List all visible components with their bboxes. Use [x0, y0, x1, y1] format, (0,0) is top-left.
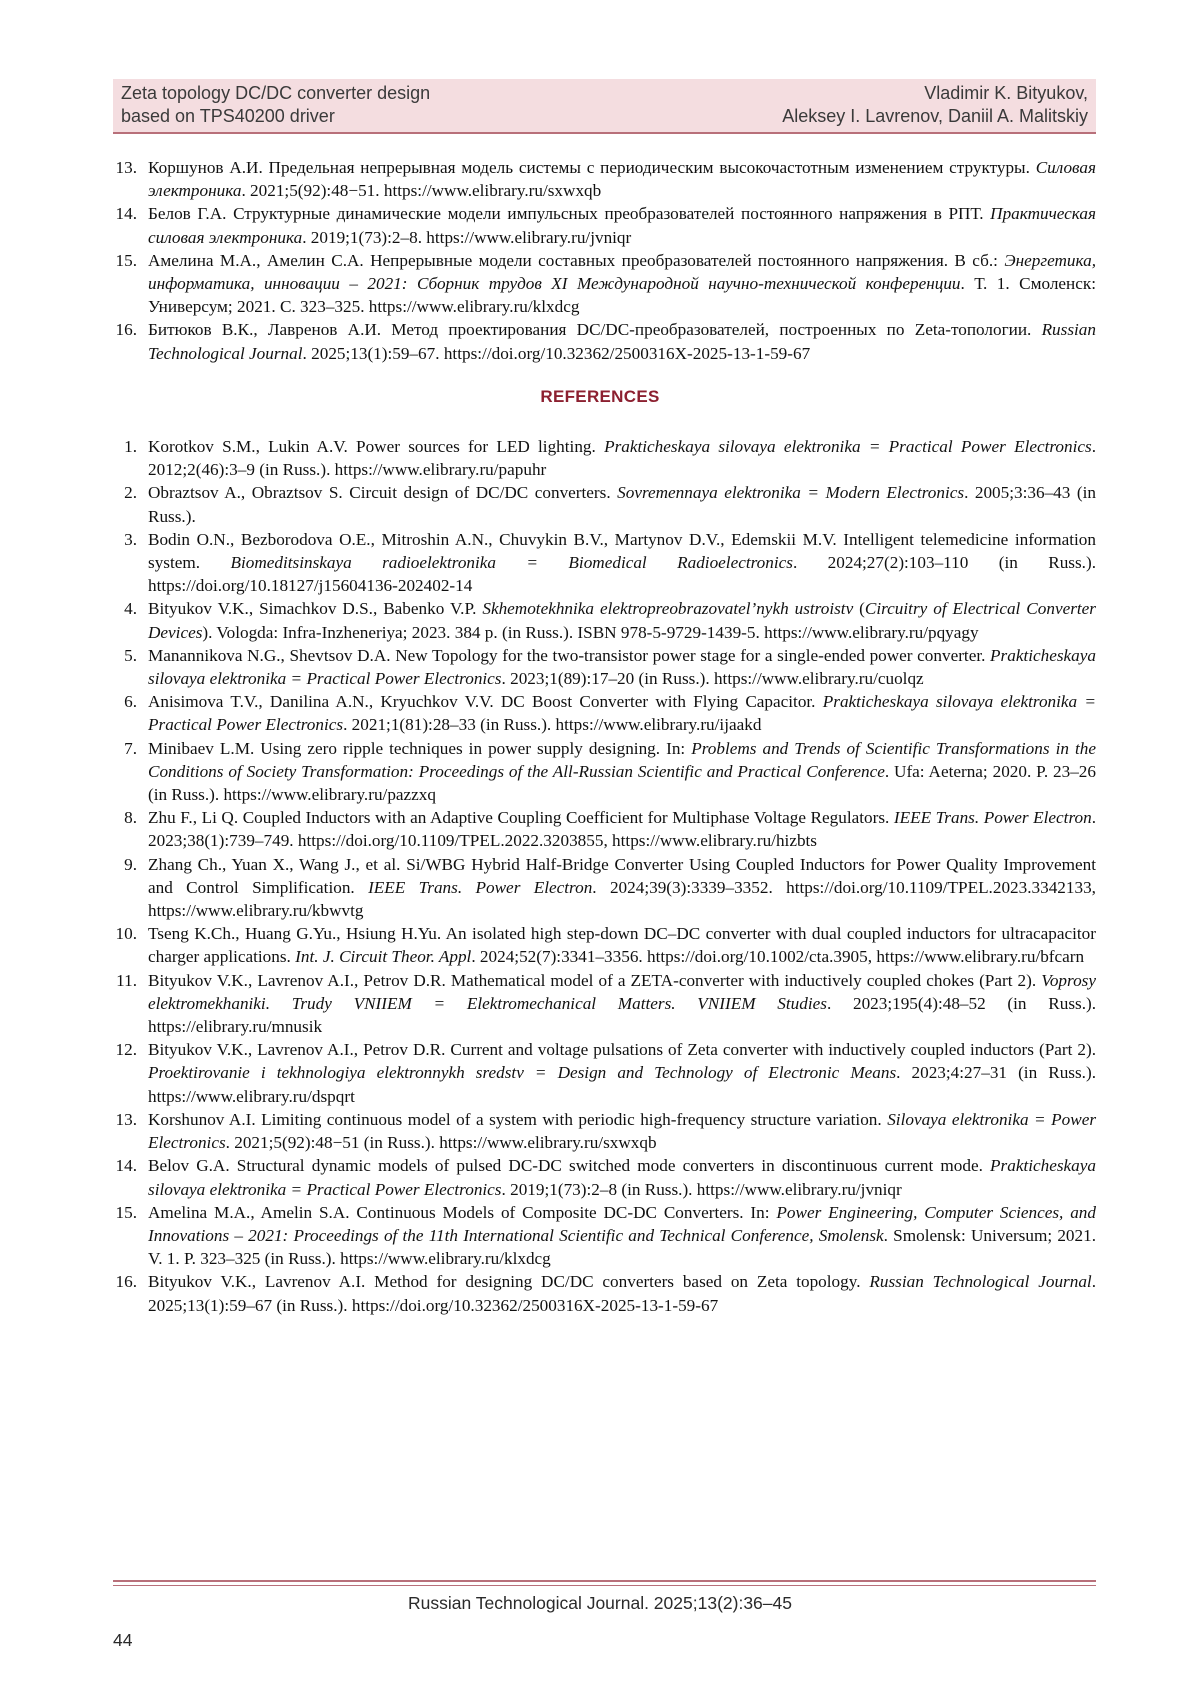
reference-item — [113, 249, 1096, 319]
reference-text: . 2025;13(1):59–67 (in Russ.). https://doi.org/10.32362/2500316X-2025-13-1-59-67 — [148, 1272, 1096, 1315]
reference-item — [113, 597, 1096, 643]
reference-number: 4. — [124, 599, 137, 619]
reference-text: . 2024;39(3):3339–3352. https://doi.org/10.1109/TPEL.2023.3342133, https://www.elibrary.ru/kbwvtg — [148, 877, 1096, 921]
reference-item — [113, 853, 1096, 923]
reference-item — [113, 1108, 1096, 1154]
reference-number: 15. — [115, 250, 137, 270]
reference-text: . 2023;195(4):48–52 (in Russ.). https://elibrary.ru/mnusik — [148, 993, 1097, 1037]
reference-item — [113, 1038, 1096, 1108]
reference-number: 1. — [124, 437, 137, 456]
reference-text: Manannikova N.G., Shevtsov D.A. New Topology for the two-transistor power stage for a single-ended power converter. — [148, 645, 991, 665]
running-header — [113, 79, 1096, 134]
reference-text: . Ufa: Aeterna; 2020. P. 23–26 (in Russ.). https://www.elibrary.ru/pazzxq — [148, 761, 1096, 805]
reference-number: 10. — [115, 924, 137, 944]
reference-text: Tseng K.Ch., Huang G.Yu., Hsiung H.Yu. An isolated high step-down DC–DC converter with dual coupled inductors for ultracapacitor charger applications. — [148, 924, 1096, 967]
reference-source-italic: Silovaya elektronika = Power Electronics — [148, 1109, 1097, 1153]
reference-number: 13. — [115, 1109, 137, 1129]
footer-divider — [113, 1580, 1096, 1582]
reference-source-italic: Circuitry of Electrical Converter Devices — [148, 599, 1096, 642]
reference-text: Korshunov A.I. Limiting continuous model of a system with periodic high-frequency structure variation. — [148, 1109, 888, 1129]
header-title-line: based on TPS40200 driver — [121, 106, 335, 126]
reference-text: . 2023;4:27–31 (in Russ.). https://www.elibrary.ru/dspqrt — [148, 1063, 1097, 1106]
reference-source-italic: Практическая силовая электроника — [148, 204, 1096, 247]
header-article-title — [121, 82, 430, 128]
reference-source-italic: Энергетика, информатика, инновации – 2021: Сборник трудов XI Международной научно-технической конференции — [148, 250, 1096, 294]
references-heading: REFERENCES — [540, 387, 660, 406]
reference-number: 3. — [124, 529, 137, 549]
reference-item — [113, 969, 1096, 1039]
reference-item — [113, 690, 1096, 736]
header-authors-line: Vladimir K. Bityukov, — [924, 83, 1088, 103]
reference-text: Bityukov V.K., Lavrenov A.I., Petrov D.R. Current and voltage pulsations of Zeta converter with inductively coupled inductors (Part 2). — [148, 1040, 1096, 1060]
reference-text: Belov G.A. Structural dynamic models of pulsed DC-DC switched mode converters in discontinuous current mode. — [148, 1156, 991, 1176]
reference-text: . 2023;1(89):17–20 (in Russ.). https://www.elibrary.ru/cuolqz — [501, 669, 924, 689]
reference-text: . 2024;52(7):3341–3356. https://doi.org/10.1002/cta.3905, https://www.elibrary.ru/bfcarn — [471, 947, 1085, 967]
reference-source-italic: IEEE Trans. Power Electron — [893, 808, 1092, 828]
reference-source-italic: Voprosy elektromekhaniki. Trudy VNIIEM = Elektromechanical Matters. VNIIEM Studies — [148, 970, 1096, 1013]
reference-item — [113, 156, 1096, 202]
reference-text: . Т. 1. Смоленск: Универсум; 2021. С. 323–325. https://www.elibrary.ru/klxdcg — [148, 274, 1096, 317]
reference-source-italic: Prakticheskaya silovaya elektronika = Practical Power Electronics — [148, 692, 1097, 735]
reference-item — [113, 737, 1096, 807]
reference-text: . 2021;1(81):28–33 (in Russ.). https://www.elibrary.ru/ijaakd — [343, 715, 762, 735]
reference-number: 13. — [115, 158, 137, 177]
reference-number: 7. — [124, 738, 137, 758]
reference-text: . 2021;5(92):48−51. https://www.elibrary.ru/sxwxqb — [241, 181, 602, 201]
reference-text: Bityukov V.K., Lavrenov A.I. Method for designing DC/DC converters based on Zeta topology. — [148, 1272, 870, 1292]
header-authors-line: Aleksey I. Lavrenov, Daniil A. Malitskiy — [782, 106, 1088, 126]
reference-source-italic: Int. J. Circuit Theor. Appl — [295, 947, 472, 967]
reference-text: Bityukov V.K., Lavrenov A.I., Petrov D.R. Mathematical model of a ZETA-converter with inductively coupled chokes (Part 2). — [148, 970, 1042, 990]
reference-number: 8. — [124, 808, 137, 828]
footer-divider-thin — [113, 1585, 1096, 1586]
reference-number: 9. — [124, 854, 137, 874]
reference-source-italic: Proektirovanie i tekhnologiya elektronnykh sredstv = Design and Technology of Electronic Means — [148, 1063, 897, 1083]
reference-source-italic: Russian Technological Journal — [869, 1272, 1092, 1292]
reference-text: Bityukov V.K., Simachkov D.S., Babenko V.P. — [148, 599, 483, 619]
reference-item — [113, 528, 1096, 598]
reference-item — [113, 1154, 1096, 1200]
reference-text: . 2023;38(1):739–749. https://doi.org/10.1109/TPEL.2022.3203855, https://www.elibrary.ru/hizbts — [148, 808, 1096, 851]
reference-source-italic: Russian Technological Journal — [148, 320, 1096, 363]
reference-text: . 2019;1(73):2–8 (in Russ.). https://www.elibrary.ru/jvniqr — [501, 1179, 902, 1199]
reference-number: 15. — [115, 1202, 137, 1222]
reference-text: . Smolensk: Universum; 2021. V. 1. P. 323–325 (in Russ.). https://www.elibrary.ru/klxdcg — [148, 1225, 1096, 1269]
reference-text: . 2005;3:36–43 (in Russ.). — [148, 483, 1096, 526]
english-reference-list — [113, 435, 1096, 1317]
reference-source-italic: Power Engineering, Computer Sciences, and Innovations – 2021: Proceedings of the 11th International Scientific and Technical Conference, Smolensk — [148, 1202, 1096, 1245]
reference-number: 16. — [115, 320, 137, 340]
reference-text: . 2012;2(46):3–9 (in Russ.). https://www.elibrary.ru/papuhr — [148, 437, 1097, 480]
reference-number: 6. — [124, 692, 137, 712]
reference-text: Zhu F., Li Q. Coupled Inductors with an Adaptive Coupling Coefficient for Multiphase Voltage Regulators. — [148, 808, 894, 828]
reference-source-italic: Sovremennaya elektronika = Modern Electronics — [617, 483, 965, 503]
reference-text: ( — [853, 599, 865, 619]
reference-source-italic: Силовая электроника — [148, 158, 1096, 201]
reference-source-italic: Prakticheskaya silovaya elektronika = Practical Power Electronics — [148, 1156, 1096, 1199]
reference-text: Коршунов А.И. Предельная непрерывная модель системы с периодическим высокочастотным изменением структуры. — [148, 158, 1036, 177]
reference-source-italic: Prakticheskaya silovaya elektronika = Practical Power Electronics — [604, 437, 1092, 456]
reference-number: 2. — [124, 483, 137, 503]
reference-item — [113, 1201, 1096, 1271]
reference-source-italic: Skhemotekhnika elektropreobrazovatel’nykh ustroistv — [482, 599, 854, 619]
reference-text: Obraztsov A., Obraztsov S. Circuit design of DC/DC converters. — [148, 483, 618, 503]
reference-item — [113, 1270, 1096, 1316]
reference-item — [113, 806, 1096, 852]
reference-text: Zhang Ch., Yuan X., Wang J., et al. Si/WBG Hybrid Half-Bridge Converter Using Coupled Inductors for Power Quality Improvement and Control Simplification. — [148, 854, 1096, 897]
header-authors — [782, 82, 1088, 128]
reference-number: 14. — [115, 204, 137, 224]
reference-text: Anisimova T.V., Danilina A.N., Kryuchkov V.V. DC Boost Converter with Flying Capacitor. — [148, 692, 823, 712]
reference-number: 14. — [115, 1156, 137, 1176]
reference-source-italic: Problems and Trends of Scientific Transformations in the Conditions of Society Transformation: Proceedings of the All-Russian Scientific and Practical Conference — [148, 738, 1096, 781]
reference-item — [113, 644, 1096, 690]
reference-source-italic: Biomeditsinskaya radioelektronika = Biomedical Radioelectronics — [230, 553, 793, 573]
reference-text: Korotkov S.M., Lukin A.V. Power sources for LED lighting. — [148, 437, 605, 456]
reference-item — [113, 922, 1096, 968]
reference-item — [113, 318, 1096, 364]
reference-source-italic: IEEE Trans. Power Electron — [368, 877, 593, 897]
reference-text: . 2019;1(73):2–8. https://www.elibrary.ru/jvniqr — [302, 227, 632, 247]
reference-item — [113, 481, 1096, 527]
reference-number: 12. — [115, 1040, 137, 1060]
reference-number: 5. — [124, 645, 137, 665]
reference-item — [113, 435, 1096, 481]
footer-journal-citation: Russian Technological Journal. 2025;13(2):36–45 — [408, 1593, 792, 1613]
russian-reference-list — [113, 156, 1096, 365]
reference-text: Битюков В.К., Лавренов А.И. Метод проектирования DC/DC-преобразователей, построенных по Zeta-топологии. — [148, 320, 1042, 340]
reference-text: . 2025;13(1):59–67. https://doi.org/10.32362/2500316X-2025-13-1-59-67 — [302, 343, 811, 363]
reference-text: Minibaev L.M. Using zero ripple techniques in power supply designing. In: — [148, 738, 692, 758]
reference-text: . 2024;27(2):103–110 (in Russ.). https://doi.org/10.18127/j15604136-202402-14 — [148, 553, 1096, 596]
reference-text: Амелина М.А., Амелин С.А. Непрерывные модели составных преобразователей постоянного напряжения. В сб.: — [148, 250, 1005, 270]
reference-text: Белов Г.А. Структурные динамические модели импульсных преобразователей постоянного напряжения в РПТ. — [148, 204, 991, 224]
header-title-line: Zeta topology DC/DC converter design — [121, 83, 431, 103]
reference-text: Amelina M.A., Amelin S.A. Continuous Models of Composite DC-DC Converters. In: — [148, 1202, 777, 1222]
reference-number: 16. — [115, 1272, 137, 1292]
reference-text: ). Vologda: Infra-Inzheneriya; 2023. 384 p. (in Russ.). ISBN 978-5-9729-1439-5. https://www.elibrary.ru/pqyagy — [202, 622, 979, 642]
reference-number: 11. — [116, 970, 137, 990]
page-number: 44 — [113, 1630, 133, 1650]
reference-item — [113, 202, 1096, 248]
reference-source-italic: Prakticheskaya silovaya elektronika = Practical Power Electronics — [148, 645, 1096, 689]
reference-text: . 2021;5(92):48−51 (in Russ.). https://www.elibrary.ru/sxwxqb — [225, 1133, 657, 1153]
reference-text: Bodin O.N., Bezborodova O.E., Mitroshin A.N., Chuvykin B.V., Martynov D.V., Edemskii M.V. Intelligent telemedicine information system. — [148, 529, 1096, 573]
